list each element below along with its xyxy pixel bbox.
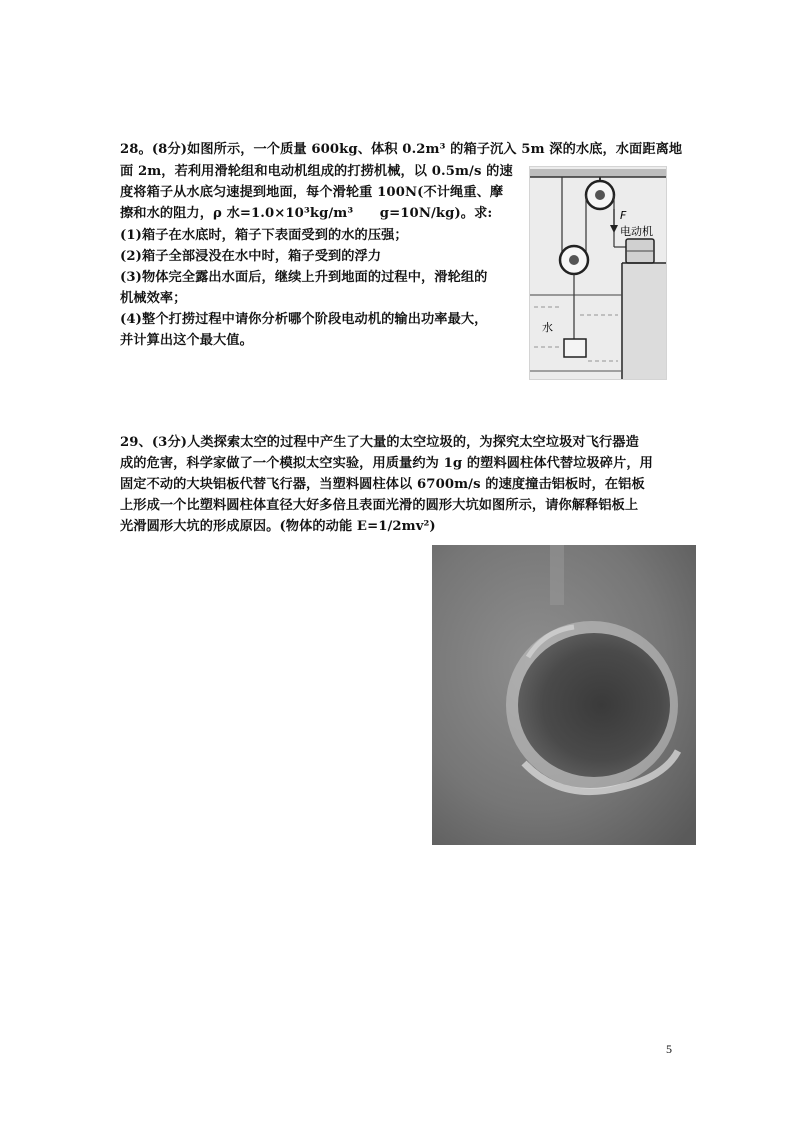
pulley-diagram bbox=[530, 167, 666, 379]
force-label: F bbox=[620, 209, 627, 222]
q28-line-6: (2)箱子全部浸没在水中时，箱子受到的浮力 bbox=[120, 249, 382, 264]
q28-line-2: 面 2m，若利用滑轮组和电动机组成的打捞机械，以 0.5m/s 的速 bbox=[120, 164, 513, 179]
movable-pulley-axle bbox=[569, 255, 579, 265]
q28-line-7: (3)物体完全露出水面后，继续上升到地面的过程中，滑轮组的 bbox=[120, 270, 488, 285]
plate-streak bbox=[550, 545, 564, 605]
crater-photo-image bbox=[432, 545, 696, 845]
q28-line-4: 擦和水的阻力，ρ 水=1.0×10³kg/m³ g=10N/kg)。求: bbox=[120, 206, 493, 221]
fixed-pulley-axle bbox=[595, 190, 605, 200]
water-label: 水 bbox=[542, 321, 553, 334]
q28-line-3: 度将箱子从水底匀速提到地面，每个滑轮重 100N(不计绳重、摩 bbox=[120, 185, 504, 200]
q28-line-8: 机械效率； bbox=[120, 291, 187, 306]
q29-line-3: 固定不动的大块铝板代替飞行器，当塑料圆柱体以 6700m/s 的速度撞击铝板时，在铝板 bbox=[120, 477, 645, 492]
force-arrow-head bbox=[610, 225, 618, 233]
q28-line-9: (4)整个打捞过程中请你分析哪个阶段电动机的输出功率最大， bbox=[120, 312, 488, 327]
q29-line-4: 上形成一个比塑料圆柱体直径大好多倍且表面光滑的圆形大坑如图所示，请你解释铝板上 bbox=[120, 498, 639, 513]
q28-line-5: (1)箱子在水底时，箱子下表面受到的水的压强； bbox=[120, 228, 408, 243]
q29-line-1: 29、(3分)人类探索太空的过程中产生了大量的太空垃圾的，为探究太空垃圾对飞行器造 bbox=[120, 435, 639, 450]
crater-photo bbox=[432, 545, 696, 845]
crater bbox=[518, 633, 670, 777]
box bbox=[564, 339, 586, 357]
ceiling-beam bbox=[530, 169, 666, 177]
motor-label: 电动机 bbox=[620, 225, 653, 238]
pulley-diagram-figure bbox=[529, 166, 667, 380]
page-number: 5 bbox=[666, 1042, 672, 1056]
q28-line-1: 28。(8分)如图所示，一个质量 600kg、体积 0.2m³ 的箱子沉入 5m 深的水底，水面距离地 bbox=[120, 142, 683, 157]
q28-line-10: 并计算出这个最大值。 bbox=[120, 333, 253, 348]
q29-line-2: 成的危害，科学家做了一个模拟太空实验，用质量约为 1g 的塑料圆柱体代替垃圾碎片，用 bbox=[120, 456, 653, 471]
q29-line-5: 光滑圆形大坑的形成原因。(物体的动能 E=1/2mv²) bbox=[120, 519, 436, 534]
bank bbox=[623, 264, 666, 379]
